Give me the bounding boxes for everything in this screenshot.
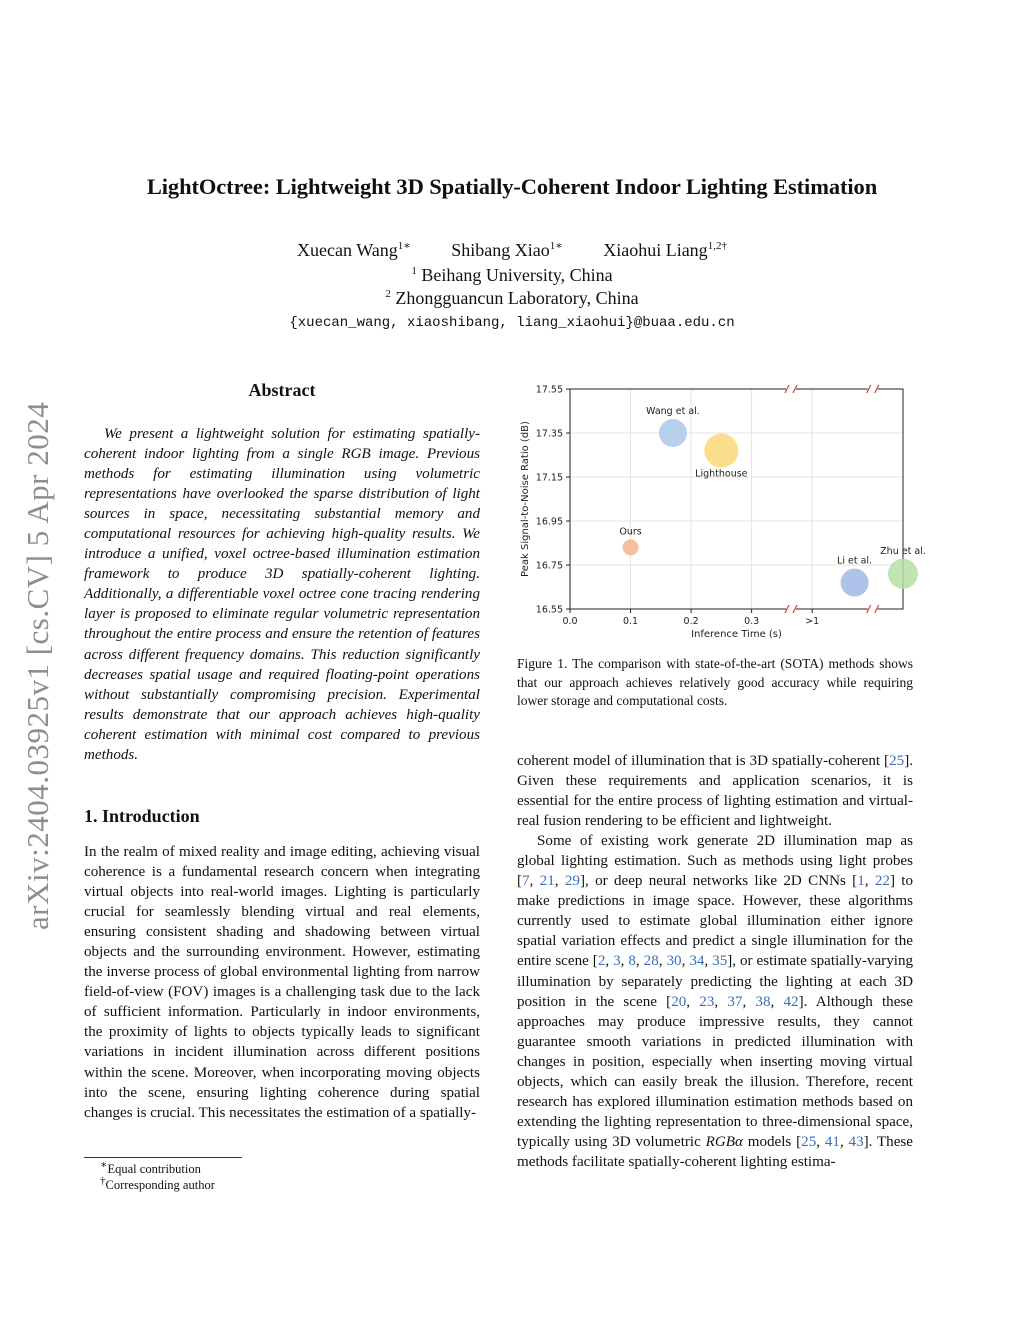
data-point xyxy=(623,539,639,555)
footnote-divider xyxy=(84,1157,242,1158)
citation-link[interactable]: 34 xyxy=(689,953,705,970)
citation-link[interactable]: 35 xyxy=(712,953,728,970)
introduction-body xyxy=(84,842,480,1123)
citation-link[interactable]: 2 xyxy=(597,953,606,970)
section-heading-introduction: 1. Introduction xyxy=(84,806,200,826)
citation-link[interactable]: 21 xyxy=(539,873,555,890)
y-axis-label: Peak Signal-to-Noise Ratio (dB) xyxy=(520,421,531,577)
citation-link[interactable]: 23 xyxy=(699,993,715,1010)
introduction-paragraph: In the realm of mixed reality and image editing, achieving visual coherence is a fundamental research concern when integrating virtual objects into real-world images. Lighting is particularly crucial for seamlessly blending virtual and real elements, ensuring consistent shading and shadowing between virtual objects and the surrounding environment. However, estimating the inverse process of global environmental lighting from narrow field-of-view (FOV) images is a challenging task due to the lack of sufficient information. Particularly in indoor environments, the proximity of lights to objects typically leads to significant variations in incident illumination across different positions within the scene. Moreover, when incorporating moving objects into the scene, ensuring lighting coherence during spatial changes is crucial. This necessitates the estimation of a spatially- xyxy=(84,844,480,1121)
citation-link[interactable]: 8 xyxy=(628,953,636,970)
citation-link[interactable]: 25 xyxy=(801,1133,817,1150)
figure-1-scatter-chart xyxy=(515,378,926,643)
author: Shibang Xiao$^{1∗}$ xyxy=(451,240,563,260)
data-point xyxy=(704,434,738,468)
data-point xyxy=(659,419,687,447)
y-tick-label: 17.15 xyxy=(535,472,563,484)
citation-link[interactable]: 29 xyxy=(564,873,580,890)
data-point-label: Lighthouse xyxy=(695,468,748,480)
citation-link[interactable]: 20 xyxy=(671,993,687,1010)
footnotes xyxy=(84,1158,215,1193)
citation-link[interactable]: 25 xyxy=(889,753,905,769)
citation-link[interactable]: 3 xyxy=(613,953,621,970)
x-tick-label: 0.3 xyxy=(744,616,760,627)
citation-link[interactable]: 37 xyxy=(727,993,743,1010)
affiliation: $^2$ Zhongguancun Laboratory, China xyxy=(385,288,639,308)
affiliation: $^1$ Beihang University, China xyxy=(411,265,613,285)
figure-1-caption: Figure 1. The comparison with state-of-the-art (SOTA) methods shows that our approach achieves relatively good accuracy while requiring lower storage and computational costs. xyxy=(517,656,913,709)
x-tick-label: 0.2 xyxy=(683,616,699,627)
introduction-body-continued xyxy=(517,751,913,1172)
citation-link[interactable]: 28 xyxy=(643,953,659,970)
x-tick-label: >1 xyxy=(805,616,820,627)
citation-link[interactable]: 30 xyxy=(666,953,682,970)
y-tick-label: 16.75 xyxy=(535,560,563,572)
abstract-body xyxy=(84,424,480,765)
footnote: †Corresponding author xyxy=(100,1174,215,1192)
data-point xyxy=(841,569,869,597)
citation-link[interactable]: 41 xyxy=(824,1133,840,1150)
abstract-paragraph: We present a lightweight solution for estimating spatially-coherent indoor lighting from a single RGB image. Previous methods for estimating illumination using volumetric representations have overlooked the sparse distribution of light sources in space, necessitating substantial memory and computational resources for achieving high-quality results. We introduce a unified, voxel octree-based illumination estimation framework to produce 3D spatially-coherent lighting. Additionally, a differentiable voxel octree cone tracing rendering layer is proposed to eliminate regular volumetric representation throughout the entire process and ensure the retention of features across different frequency domains. This reduction significantly decreases spatial usage and required floating-point operations without substantially compromising precision. Experimental results demonstrate that our approach achieves high-quality coherent estimation with minimal cost compared to previous methods. xyxy=(84,426,480,763)
arxiv-identifier: arXiv:2404.03925v1 [cs.CV] 5 Apr 2024 xyxy=(20,401,55,930)
x-tick-label: 0.0 xyxy=(562,616,578,627)
data-point-label: Ours xyxy=(619,526,642,538)
citation-link[interactable]: 43 xyxy=(848,1133,864,1150)
author-emails: {xuecan_wang, xiaoshibang, liang_xiaohui}@buaa.edu.cn xyxy=(289,315,735,331)
y-tick-label: 17.35 xyxy=(535,428,563,440)
y-tick-label: 17.55 xyxy=(535,384,563,396)
data-point-label: Wang et al. xyxy=(646,406,700,417)
data-point xyxy=(888,559,918,589)
x-axis-label: Inference Time (s) xyxy=(691,629,782,640)
author-list xyxy=(0,240,1024,261)
author: Xiaohui Liang$^{1,2\dagger}$ xyxy=(603,240,727,260)
citation-link[interactable]: 7 xyxy=(522,873,530,890)
paragraph: Some of existing work generate 2D illumination map as global lighting estimation. Such as methods using light probes [7, 21, 29], or deep neural networks like 2D CNNs [1, 22] to make predictions in image space. However, these algorithms currently used to estimate global illumination either ignore spatial variation effects and predict a single illumination for the entire scene [2, 3, 8, 28, 30, 34, 35], or estimate spatially-varying illumination by separately predicting the lighting at each 3D position in the scene [20, 23, 37, 38, 42]. Although these approaches may produce impressive results, they cannot guarantee smooth variations in predicted illumination with changes in position, especially when inserting moving virtual objects, which can easily break the illusion. Therefore, recent research has explored illumination estimation methods based on extending the lighting representation to three-dimensional space, typically using 3D volumetric RGBα models [25, 41, 43]. These methods facilitate spatially-coherent lighting estima- xyxy=(517,833,914,1170)
citation-link[interactable]: 1 xyxy=(857,873,865,890)
footnote: ∗Equal contribution xyxy=(100,1158,201,1176)
x-tick-label: 0.1 xyxy=(622,616,639,627)
citation-link[interactable]: 38 xyxy=(755,993,771,1010)
author: Xuecan Wang$^{1∗}$ xyxy=(297,240,411,260)
paragraph: coherent model of illumination that is 3D spatially-coherent [25]. Given these requirements and application scenarios, it is essential for the entire process of lighting estimation and virtual-real fusion rendering to be efficient and lightweight. xyxy=(517,753,913,830)
abstract-heading: Abstract xyxy=(248,380,316,400)
y-tick-label: 16.95 xyxy=(535,516,563,528)
citation-link[interactable]: 42 xyxy=(783,993,799,1010)
data-point-label: Li et al. xyxy=(837,555,873,567)
citation-link[interactable]: 22 xyxy=(874,873,890,890)
math-rgb-alpha: RGBα xyxy=(705,1133,743,1150)
paper-title: LightOctree: Lightweight 3D Spatially-Coherent Indoor Lighting Estimation xyxy=(146,174,878,199)
y-tick-label: 16.55 xyxy=(535,604,563,616)
data-point-label: Zhu et al. xyxy=(880,545,926,557)
